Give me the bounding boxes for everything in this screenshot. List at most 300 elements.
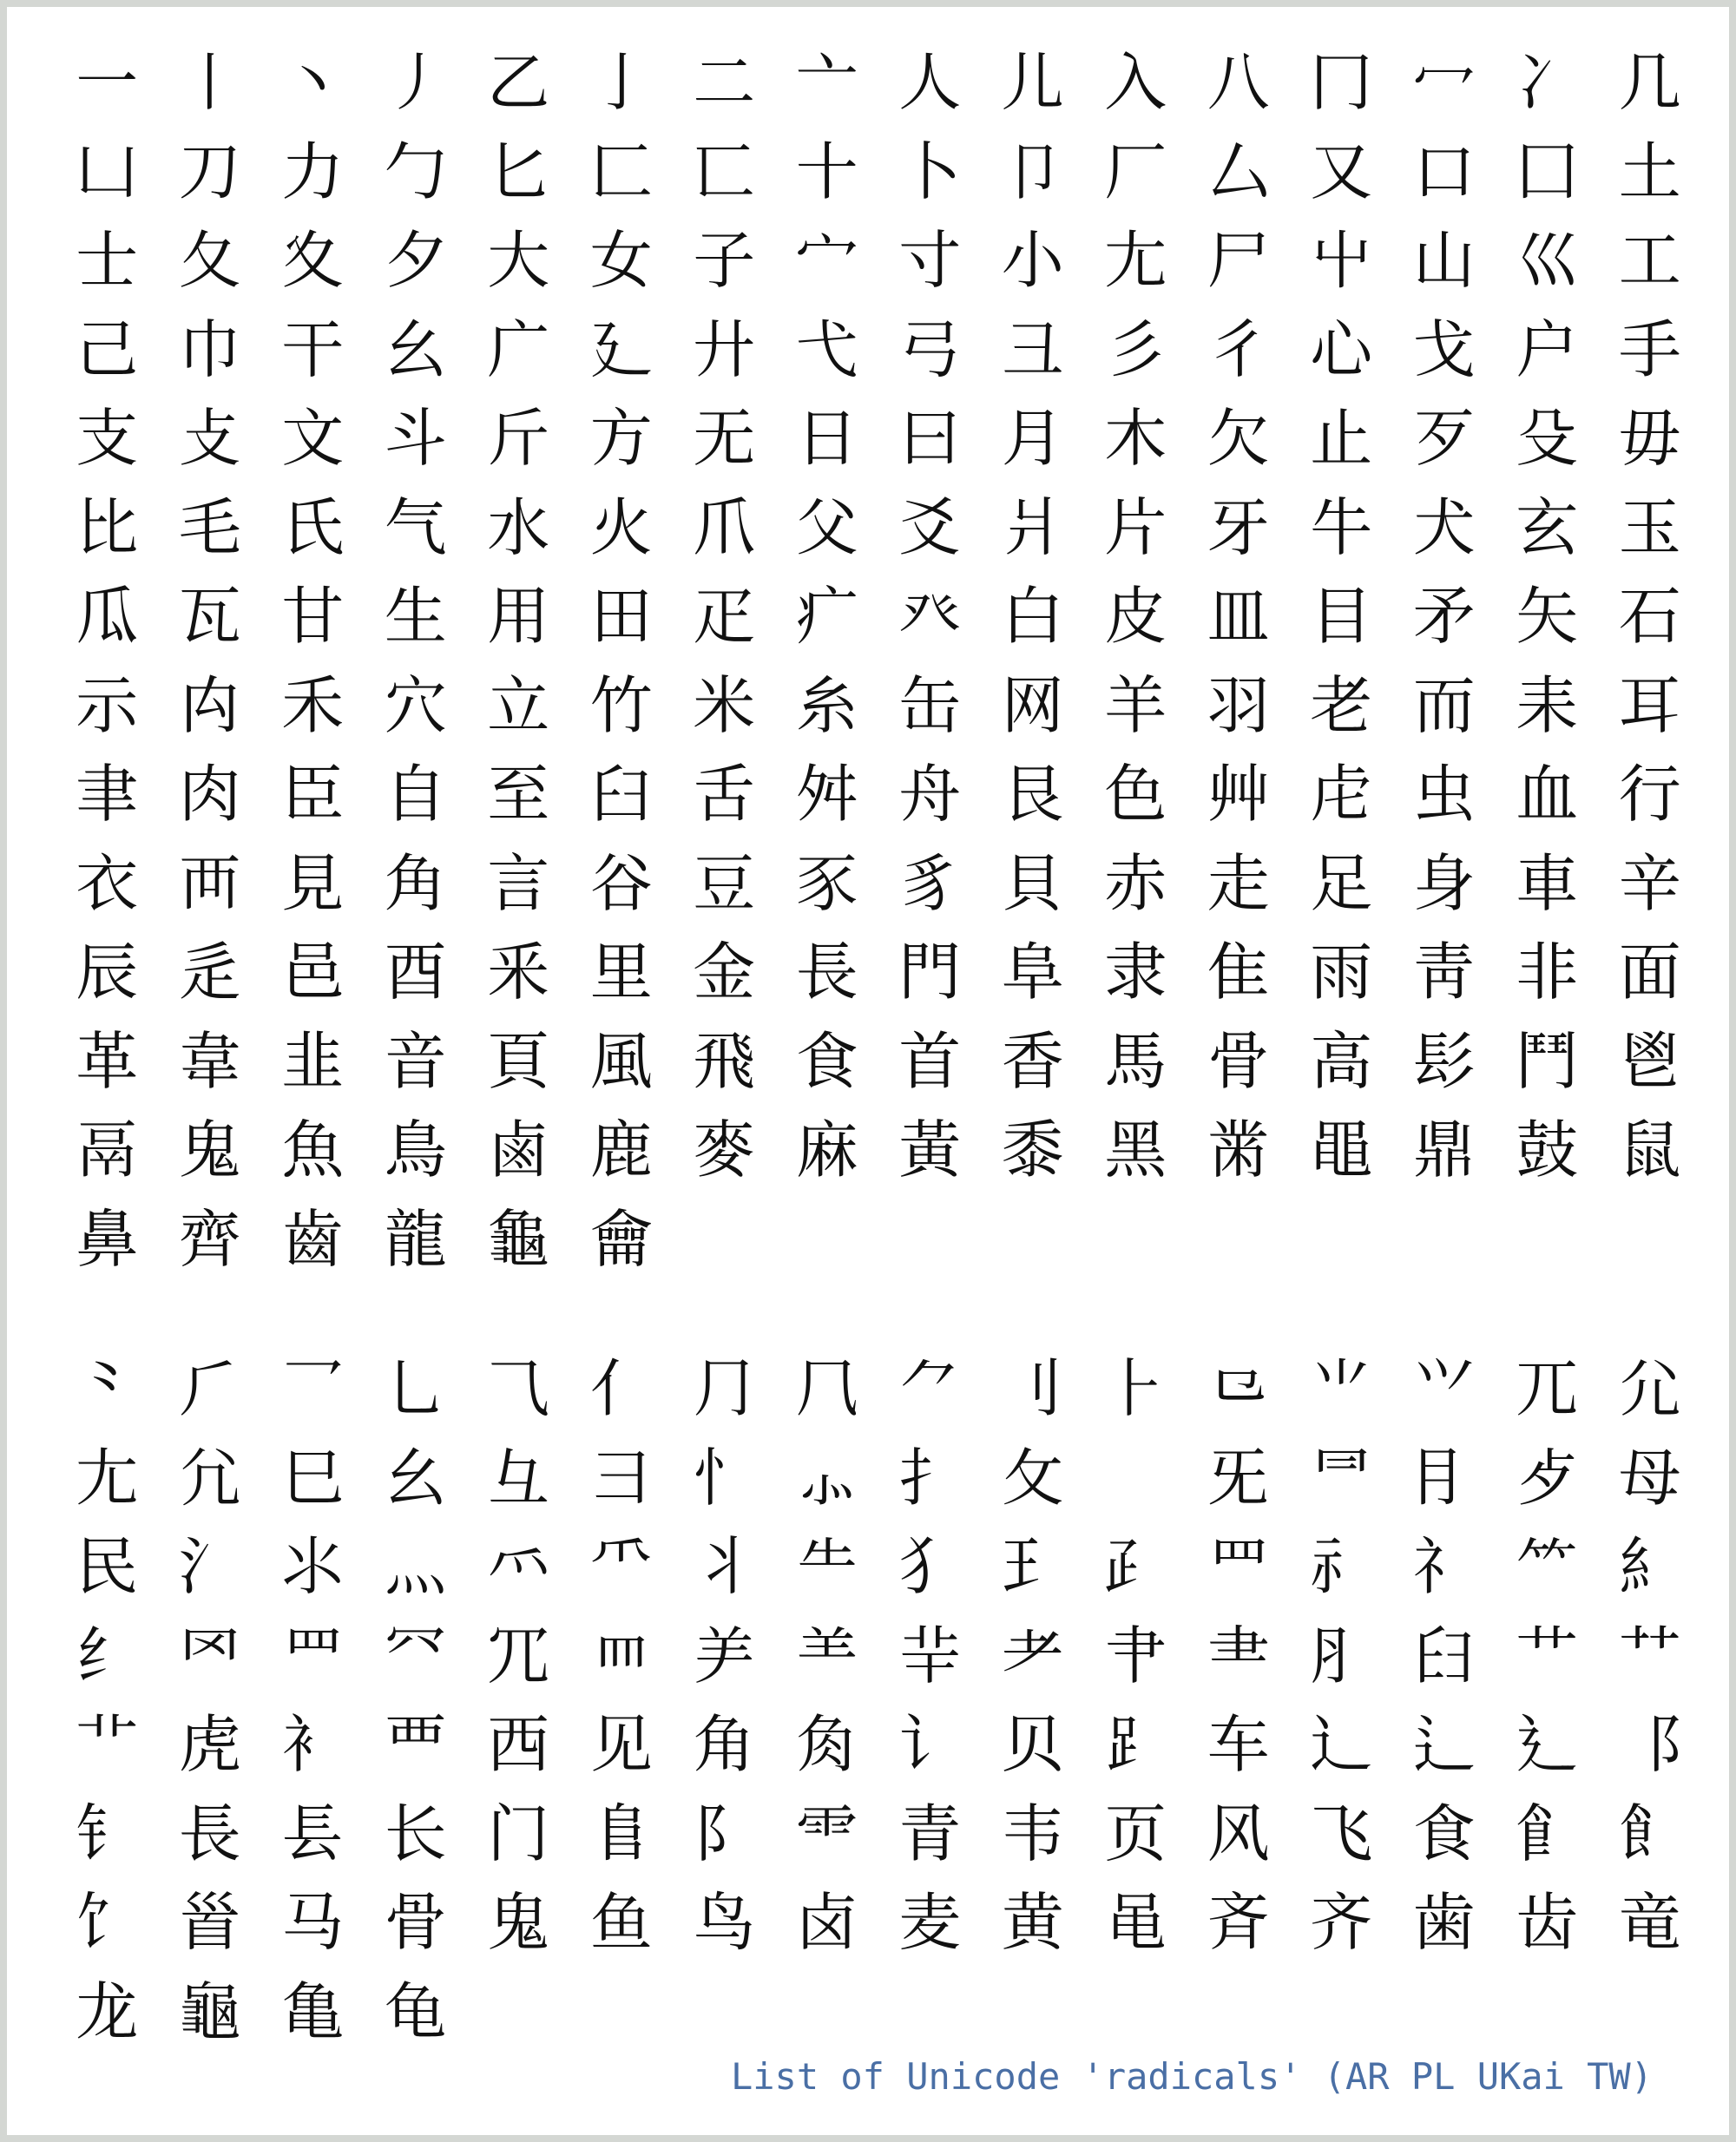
radical-glyph: ⿐: [76, 1202, 139, 1276]
supplement-radical-glyph: ⺗: [795, 1441, 858, 1515]
radical-glyph: ⾄: [487, 758, 550, 831]
supplement-radical-glyph: ⺩: [1001, 1530, 1064, 1604]
radical-glyph: ⽻: [1207, 668, 1270, 742]
supplement-radical-glyph: ⻨: [898, 1886, 962, 1960]
radical-glyph: ⾷: [795, 1024, 858, 1098]
radical-glyph: ⼯: [1618, 224, 1681, 298]
radical-glyph: ⼾: [1516, 312, 1579, 386]
radical-glyph: ⼤: [487, 224, 550, 298]
supplement-radical-glyph: [1084, 1434, 1187, 1523]
radical-glyph: ⽧: [795, 580, 858, 654]
supplement-radical-glyph: ⺄: [487, 1352, 550, 1426]
radical-glyph: ⼑: [178, 135, 241, 208]
radical-glyph: ⿓: [384, 1202, 447, 1276]
radical-glyph: ⾥: [589, 936, 653, 1009]
supplement-radical-glyph: ⻱: [178, 1974, 241, 2048]
supplement-radical-glyph: ⺒: [281, 1441, 345, 1515]
radical-glyph: ⼉: [1001, 46, 1064, 120]
supplement-radical-glyph: ⺼: [1310, 1619, 1373, 1692]
radical-glyph: ⽾: [1516, 668, 1579, 742]
supplement-radical-glyph: ⺤: [487, 1530, 550, 1604]
radical-glyph: ⼪: [1104, 224, 1167, 298]
supplement-radical-glyph: ⻍: [1412, 1708, 1476, 1782]
supplement-radical-glyph: ⻯: [1618, 1886, 1681, 1960]
radical-glyph: ⼀: [76, 46, 139, 120]
supplement-radical-glyph: ⺪: [1104, 1530, 1167, 1604]
radical-glyph: ⼽: [1412, 312, 1476, 386]
supplement-radical-glyph: ⻛: [1207, 1797, 1270, 1870]
radical-glyph: ⾂: [281, 758, 345, 831]
supplement-radical-glyph: ⺈: [898, 1352, 962, 1426]
radical-glyph: ⼭: [1412, 224, 1476, 298]
radical-glyph: ⾋: [1207, 758, 1270, 831]
radical-glyph: ⾜: [1310, 846, 1373, 920]
radical-glyph: ⼁: [178, 46, 241, 120]
supplement-radical-glyph: ⻭: [1412, 1886, 1476, 1960]
supplement-radical-glyph: ⺙: [1001, 1441, 1064, 1515]
radical-glyph: ⼐: [76, 135, 139, 208]
supplement-radical-glyph: ⻖: [693, 1797, 756, 1870]
radical-glyph: ⽼: [1310, 668, 1373, 742]
radical-glyph: ⽉: [1001, 402, 1064, 476]
radical-glyph: ⼟: [1618, 135, 1681, 208]
radical-glyph: ⽨: [898, 580, 962, 654]
radical-glyph: ⽑: [178, 490, 241, 564]
supplement-radical-glyph: ⻡: [178, 1886, 241, 1960]
supplement-radical-glyph: ⺬: [1310, 1530, 1373, 1604]
radical-glyph: ⿁: [178, 1114, 241, 1187]
supplement-radical-glyph: ⺛: [1207, 1441, 1270, 1515]
supplement-radical-glyph: ⻧: [795, 1886, 858, 1960]
radical-glyph: ⼒: [281, 135, 345, 208]
radical-glyph: ⾛: [1207, 846, 1270, 920]
supplement-radical-glyph: ⻞: [1516, 1797, 1579, 1870]
radical-glyph: ⾢: [281, 936, 345, 1009]
radical-glyph: ⽌: [1310, 402, 1373, 476]
radical-glyph: ⾍: [1412, 758, 1476, 831]
radical-glyph: ⼗: [795, 135, 858, 208]
supplement-radical-glyph: ⺺: [1104, 1619, 1167, 1692]
supplement-radical-glyph: ⺸: [898, 1619, 962, 1692]
radical-glyph: ⽐: [76, 490, 139, 564]
radical-glyph: ⾴: [487, 1024, 550, 1098]
supplement-radical-glyph: ⺟: [1618, 1441, 1681, 1515]
supplement-radical-glyph: ⻑: [178, 1797, 241, 1870]
supplement-radical-glyph: ⻅: [589, 1708, 653, 1782]
radical-glyph: ⾉: [1001, 758, 1064, 831]
radical-glyph: ⽪: [1104, 580, 1167, 654]
radical-glyph: ⾻: [1207, 1024, 1270, 1098]
radical-glyph: ⿈: [898, 1114, 962, 1187]
radical-glyph: ⿔: [487, 1202, 550, 1276]
radical-glyph: ⽥: [589, 580, 653, 654]
supplement-radical-glyph: ⻂: [281, 1708, 345, 1782]
radical-glyph: ⽗: [795, 490, 858, 564]
radical-glyph: ⾓: [384, 846, 447, 920]
radical-glyph: ⾑: [178, 846, 241, 920]
supplement-radical-glyph: ⺵: [589, 1619, 653, 1692]
supplement-radical-glyph: ⺧: [795, 1530, 858, 1604]
radical-glyph: ⽮: [1516, 580, 1579, 654]
radical-glyph: ⾮: [1516, 936, 1579, 1009]
radical-glyph: ⿊: [1104, 1114, 1167, 1187]
radical-glyph: ⽓: [384, 490, 447, 564]
radical-glyph: ⾭: [1412, 936, 1476, 1009]
radical-glyph: ⽆: [693, 402, 756, 476]
radical-glyph: ⽽: [1412, 668, 1476, 742]
supplement-radical-glyph: ⻉: [1001, 1708, 1064, 1782]
kangxi-radicals-grid: [56, 38, 1701, 1284]
radical-glyph: ⼴: [487, 312, 550, 386]
radical-glyph: ⽁: [178, 402, 241, 476]
radical-glyph: ⾐: [76, 846, 139, 920]
radical-glyph: ⿕: [589, 1202, 653, 1276]
radical-glyph: ⾖: [693, 846, 756, 920]
radical-glyph: ⾗: [795, 846, 858, 920]
radical-glyph: ⾯: [1618, 936, 1681, 1009]
radical-glyph: ⽡: [178, 580, 241, 654]
radical-glyph: ⼖: [693, 135, 756, 208]
radical-glyph: ⼂: [281, 46, 345, 120]
supplement-radical-glyph: ⻘: [898, 1797, 962, 1870]
supplement-radical-glyph: ⺔: [487, 1441, 550, 1515]
radical-glyph: ⽒: [281, 490, 345, 564]
radical-glyph: ⽶: [693, 668, 756, 742]
radical-glyph: ⿇: [795, 1114, 858, 1187]
supplement-radical-glyph: ⺘: [898, 1441, 962, 1515]
radical-glyph: ⾬: [1310, 936, 1373, 1009]
radical-glyph: ⼰: [76, 312, 139, 386]
supplement-radical-glyph: ⺿: [1618, 1619, 1681, 1692]
supplement-radical-glyph: ⺮: [1516, 1530, 1579, 1604]
radical-glyph: ⽸: [898, 668, 962, 742]
supplement-radical-glyph: ⻏: [1618, 1708, 1681, 1782]
supplement-radical-glyph: ⺞: [1516, 1441, 1579, 1515]
radical-glyph: ⿑: [178, 1202, 241, 1276]
supplement-radical-glyph: ⺷: [795, 1619, 858, 1692]
supplement-radical-glyph: ⺨: [898, 1530, 962, 1604]
radical-glyph: ⾙: [1001, 846, 1064, 920]
radical-glyph: ⽱: [178, 668, 241, 742]
supplement-radical-glyph: ⻰: [76, 1974, 139, 2048]
radical-glyph: ⽜: [1310, 490, 1373, 564]
radical-glyph: ⼿: [1618, 312, 1681, 386]
supplement-radical-glyph: ⻋: [1207, 1708, 1270, 1782]
radical-glyph: ⼞: [1516, 135, 1579, 208]
radical-glyph: ⾇: [795, 758, 858, 831]
supplement-radical-glyph: ⻪: [1104, 1886, 1167, 1960]
supplement-radical-glyph: ⺦: [693, 1530, 756, 1604]
radical-glyph: ⽀: [76, 402, 139, 476]
supplement-radical-glyph: ⻩: [1001, 1886, 1064, 1960]
supplement-radical-glyph: ⻙: [1001, 1797, 1064, 1870]
radical-glyph: ⽿: [1618, 668, 1681, 742]
radical-glyph: ⾧: [795, 936, 858, 1009]
radical-glyph: ⼱: [178, 312, 241, 386]
radical-glyph: ⽎: [1516, 402, 1579, 476]
radical-glyph: ⾞: [1516, 846, 1579, 920]
supplement-radical-glyph: ⺭: [1412, 1530, 1476, 1604]
radical-glyph: ⼚: [1104, 135, 1167, 208]
supplement-radical-glyph: ⺢: [281, 1530, 345, 1604]
radical-glyph: ⾏: [1618, 758, 1681, 831]
radical-glyph: ⿍: [1412, 1114, 1476, 1187]
supplement-radical-glyph: ⺫: [1207, 1530, 1270, 1604]
radical-glyph: ⾚: [1104, 846, 1167, 920]
radical-glyph: ⽦: [693, 580, 756, 654]
radical-glyph: ⽞: [1516, 490, 1579, 564]
radical-glyph: ⽰: [76, 668, 139, 742]
radical-glyph: ⽊: [1104, 402, 1167, 476]
radical-glyph: ⽚: [1104, 490, 1167, 564]
radical-glyph: ⼇: [795, 46, 858, 120]
radical-glyph: ⾶: [693, 1024, 756, 1098]
radical-glyph: ⽍: [1412, 402, 1476, 476]
supplement-radical-glyph: ⻎: [1516, 1708, 1579, 1782]
radical-glyph: ⾽: [1412, 1024, 1476, 1098]
supplement-radical-glyph: ⻕: [589, 1797, 653, 1870]
caption: List of Unicode 'radicals' (AR PL UKai TW): [730, 2055, 1653, 2098]
radical-glyph: ⿂: [281, 1114, 345, 1187]
supplement-radical-glyph: ⺀: [76, 1352, 139, 1426]
radical-glyph: ⼲: [281, 312, 345, 386]
radical-glyph: ⼎: [1516, 46, 1579, 120]
radical-glyph: ⽫: [1207, 580, 1270, 654]
radical-glyph: ⾰: [76, 1024, 139, 1098]
supplement-radical-glyph: ⺅: [589, 1352, 653, 1426]
radical-glyph: ⼻: [1207, 312, 1270, 386]
radical-glyph: ⾌: [1310, 758, 1373, 831]
supplement-radical-glyph: ⻐: [76, 1797, 139, 1870]
radical-glyph: ⿄: [487, 1114, 550, 1187]
radical-glyph: ⼼: [1310, 312, 1373, 386]
supplement-radical-glyph: ⻤: [487, 1886, 550, 1960]
supplement-radical-glyph: ⻌: [1310, 1708, 1373, 1782]
supplement-radical-glyph: ⺁: [178, 1352, 241, 1426]
radical-glyph: ⽟: [1618, 490, 1681, 564]
radical-glyph: ⼔: [487, 135, 550, 208]
supplement-radical-glyph: ⺡: [178, 1530, 241, 1604]
radical-glyph: ⿏: [1618, 1114, 1681, 1187]
radical-glyph: ⼡: [178, 224, 241, 298]
radical-glyph: ⽢: [281, 580, 345, 654]
supplement-radical-glyph: ⺏: [1618, 1352, 1681, 1426]
radical-glyph: ⽠: [76, 580, 139, 654]
radical-glyph: ⼧: [795, 224, 858, 298]
radical-glyph: ⼫: [1207, 224, 1270, 298]
radical-glyph: ⾁: [178, 758, 241, 831]
radical-glyph: ⾕: [589, 846, 653, 920]
radical-glyph: ⼅: [589, 46, 653, 120]
radical-glyph: ⿆: [693, 1114, 756, 1187]
supplement-radical-glyph: ⻠: [76, 1886, 139, 1960]
supplement-radical-glyph: ⻬: [1310, 1886, 1373, 1960]
radical-glyph: ⼨: [898, 224, 962, 298]
radical-glyph: ⼦: [693, 224, 756, 298]
radical-glyph: ⼠: [76, 224, 139, 298]
supplement-radical-glyph: ⺥: [589, 1530, 653, 1604]
supplement-radical-glyph: ⻦: [693, 1886, 756, 1960]
radical-glyph: ⾦: [693, 936, 756, 1009]
radical-glyph: ⽏: [1618, 402, 1681, 476]
radical-glyph: ⽣: [384, 580, 447, 654]
radical-glyph: ⽩: [1001, 580, 1064, 654]
radical-glyph: ⼶: [693, 312, 756, 386]
radical-glyph: ⽤: [487, 580, 550, 654]
radical-glyph: ⾹: [1001, 1024, 1064, 1098]
supplement-radical-glyph: ⻁: [178, 1708, 241, 1782]
supplement-radical-glyph: ⺠: [76, 1530, 139, 1604]
radical-glyph: ⽯: [1618, 580, 1681, 654]
radical-glyph: ⽙: [1001, 490, 1064, 564]
supplement-radical-glyph: ⻳: [384, 1974, 447, 2048]
radical-glyph: ⿒: [281, 1202, 345, 1276]
supplement-radical-glyph: ⺴: [487, 1619, 550, 1692]
radical-glyph: ⼃: [384, 46, 447, 120]
radical-glyph: ⽈: [898, 402, 962, 476]
supplement-radical-glyph: ⻗: [795, 1797, 858, 1870]
supplement-radical-glyph: ⺱: [178, 1619, 241, 1692]
radical-glyph: ⽅: [589, 402, 653, 476]
supplement-radical-glyph: ⺎: [1516, 1352, 1579, 1426]
supplement-radical-glyph: ⺐: [76, 1441, 139, 1515]
radical-glyph: ⼛: [1207, 135, 1270, 208]
supplement-radical-glyph: ⻒: [281, 1797, 345, 1870]
supplement-radical-glyph: ⻟: [1618, 1797, 1681, 1870]
radical-glyph: ⼜: [1310, 135, 1373, 208]
radical-glyph: ⿅: [589, 1114, 653, 1187]
radical-glyph: ⽋: [1207, 402, 1270, 476]
supplement-radical-glyph: ⺓: [384, 1441, 447, 1515]
radical-glyph: ⽳: [384, 668, 447, 742]
radical-glyph: ⼓: [384, 135, 447, 208]
supplement-radical-glyph: ⻆: [693, 1708, 756, 1782]
radical-glyph: ⼷: [795, 312, 858, 386]
supplement-radical-glyph: ⻓: [384, 1797, 447, 1870]
radical-glyph: ⾿: [1618, 1024, 1681, 1098]
radical-glyph: ⽭: [1412, 580, 1476, 654]
supplement-radical-glyph: ⻈: [898, 1708, 962, 1782]
supplement-radical-glyph: ⻝: [1412, 1797, 1476, 1870]
cjk-radicals-supplement-grid: [56, 1344, 1701, 2056]
radical-glyph: ⾫: [1207, 936, 1270, 1009]
supplement-radical-glyph: ⺲: [281, 1619, 345, 1692]
radical-glyph: ⽛: [1207, 490, 1270, 564]
supplement-radical-glyph: ⺣: [384, 1530, 447, 1604]
radical-glyph: ⾪: [1104, 936, 1167, 1009]
supplement-radical-glyph: ⻫: [1207, 1886, 1270, 1960]
radical-glyph: ⾠: [76, 936, 139, 1009]
radical-glyph: ⾝: [1412, 846, 1476, 920]
supplement-radical-glyph: ⺉: [1001, 1352, 1064, 1426]
radical-glyph: ⽕: [589, 490, 653, 564]
supplement-radical-glyph: ⺃: [384, 1352, 447, 1426]
radical-glyph: ⼕: [589, 135, 653, 208]
supplement-radical-glyph: ⻮: [1516, 1886, 1579, 1960]
radical-glyph: ⽖: [693, 490, 756, 564]
supplement-radical-glyph: ⻃: [384, 1708, 447, 1782]
radical-glyph: ⾃: [384, 758, 447, 831]
radical-glyph: ⽄: [487, 402, 550, 476]
radical-glyph: ⾼: [1310, 1024, 1373, 1098]
radical-glyph: ⿉: [1001, 1114, 1064, 1187]
supplement-radical-glyph: ⺂: [281, 1352, 345, 1426]
radical-glyph: ⾅: [589, 758, 653, 831]
radical-glyph: ⼋: [1207, 46, 1270, 120]
radical-glyph: ⾳: [384, 1024, 447, 1098]
supplement-radical-glyph: ⻥: [589, 1886, 653, 1960]
radical-glyph: ⼆: [693, 46, 756, 120]
radical-glyph: ⼸: [898, 312, 962, 386]
radical-glyph: ⼙: [1001, 135, 1064, 208]
supplement-radical-glyph: ⻣: [384, 1886, 447, 1960]
radical-glyph: ⾈: [898, 758, 962, 831]
radical-glyph: ⼳: [384, 312, 447, 386]
radical-glyph: ⼄: [487, 46, 550, 120]
radical-glyph: ⾡: [178, 936, 241, 1009]
radical-glyph: ⿎: [1516, 1114, 1579, 1187]
radical-glyph: ⾘: [898, 846, 962, 920]
radical-glyph: ⾾: [1516, 1024, 1579, 1098]
radical-glyph: ⾎: [1516, 758, 1579, 831]
supplement-radical-glyph: ⺋: [1207, 1352, 1270, 1426]
radical-glyph: ⾤: [487, 936, 550, 1009]
radical-glyph: ⾲: [281, 1024, 345, 1098]
radical-glyph: ⼹: [1001, 312, 1064, 386]
supplement-radical-glyph: ⻲: [281, 1974, 345, 2048]
supplement-radical-glyph: ⺯: [1618, 1530, 1681, 1604]
supplement-radical-glyph: ⺇: [795, 1352, 858, 1426]
supplement-radical-glyph: ⺳: [384, 1619, 447, 1692]
radical-glyph: ⾺: [1104, 1024, 1167, 1098]
radical-glyph: ⾆: [693, 758, 756, 831]
supplement-radical-glyph: ⻊: [1104, 1708, 1167, 1782]
radical-glyph: ⿃: [384, 1114, 447, 1187]
radical-glyph: ⼺: [1104, 312, 1167, 386]
radical-glyph: ⾟: [1618, 846, 1681, 920]
radical-glyph: ⼮: [1516, 224, 1579, 298]
radical-glyph: ⾀: [76, 758, 139, 831]
radical-glyph: ⼩: [1001, 224, 1064, 298]
supplement-radical-glyph: ⻜: [1310, 1797, 1373, 1870]
supplement-radical-glyph: ⺜: [1310, 1441, 1373, 1515]
supplement-radical-glyph: ⺊: [1104, 1352, 1167, 1426]
supplement-radical-glyph: ⻄: [487, 1708, 550, 1782]
supplement-radical-glyph: ⺖: [693, 1441, 756, 1515]
radical-glyph: ⽇: [795, 402, 858, 476]
supplement-radical-glyph: ⻚: [1104, 1797, 1167, 1870]
radical-glyph: ⼢: [281, 224, 345, 298]
supplement-radical-glyph: ⺰: [76, 1619, 139, 1692]
radical-glyph: ⽺: [1104, 668, 1167, 742]
radical-glyph: ⼘: [898, 135, 962, 208]
radical-glyph: ⼌: [1310, 46, 1373, 120]
supplement-radical-glyph: ⻔: [487, 1797, 550, 1870]
supplement-radical-glyph: ⺾: [1516, 1619, 1579, 1692]
supplement-radical-glyph: ⺹: [1001, 1619, 1064, 1692]
supplement-radical-glyph: ⺍: [1412, 1352, 1476, 1426]
supplement-radical-glyph: ⻢: [281, 1886, 345, 1960]
radical-glyph: ⾒: [281, 846, 345, 920]
supplement-radical-glyph: ⺻: [1207, 1619, 1270, 1692]
radical-glyph: ⽃: [384, 402, 447, 476]
radical-glyph: ⽷: [795, 668, 858, 742]
radical-glyph: ⿀: [76, 1114, 139, 1187]
radical-glyph: ⼍: [1412, 46, 1476, 120]
radical-glyph: ⼵: [589, 312, 653, 386]
radical-glyph: ⽝: [1412, 490, 1476, 564]
radical-glyph: ⾔: [487, 846, 550, 920]
